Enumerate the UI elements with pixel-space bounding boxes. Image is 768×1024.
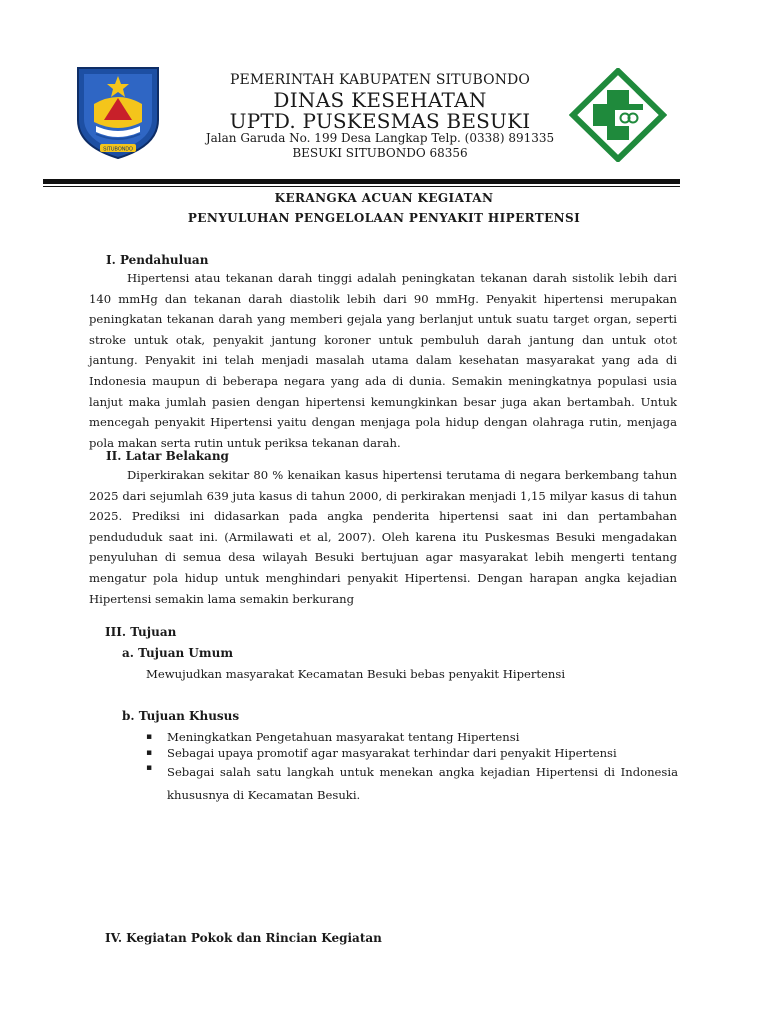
list-item: ▪ Meningkatkan Pengetahuan masyarakat tentang Hipertensi [146, 730, 520, 744]
puskesmas-logo [569, 68, 667, 162]
tujuan-umum-heading: a. Tujuan Umum [122, 646, 234, 660]
letterhead-rule-thin [43, 186, 680, 187]
situbondo-crest-logo [72, 64, 164, 160]
crest-banner-text: SITUBONDO [103, 146, 133, 153]
letterhead-rule-thick [43, 179, 680, 184]
section-4-heading: IV. Kegiatan Pokok dan Rincian Kegiatan [105, 931, 382, 945]
section-2-heading: II. Latar Belakang [106, 449, 229, 463]
bullet-icon: ▪ [146, 747, 153, 758]
section-3-heading: III. Tujuan [105, 625, 177, 639]
bullet-icon: ▪ [146, 732, 153, 742]
header-address: Jalan Garuda No. 199 Desa Langkap Telp. (0338) 891335 [205, 131, 555, 145]
doc-title: KERANGKA ACUAN KEGIATAN [274, 191, 494, 205]
section-1-body: Hipertensi atau tekanan darah tinggi adalah peningkatan tekanan darah sistolik lebih dari 140 mmHg dan tekanan darah diastolik lebih dari 90 mmHg. Penyakit hipertensi merupakan peningkatan tekanan darah yang memberi gejala yang berlanjut untuk suatu target organ, seperti stroke untuk otak, penyakit jantung koroner untuk pembuluh darah jantung dan untuk otot jantung. Penyakit ini telah menjadi masalah utama dalam kesehatan masyarakat yang ada di Indonesia maupun di beberapa negara yang ada di dunia. Semakin meningkatnya populasi usia lanjut maka jumlah pasien dengan hipertensi kemungkinkan besar juga akan bertambah. Untuk mencegah penyakit Hipertensi yaitu dengan menjaga pola hidup dengan olahraga rutin, menjaga pola makan serta rutin untuk periksa tekanan darah. [89, 271, 677, 450]
list-item: ▪ Sebagai upaya promotif agar masyarakat terhindar dari penyakit Hipertensi [146, 745, 617, 760]
header-government: PEMERINTAH KABUPATEN SITUBONDO [230, 72, 530, 88]
doc-subtitle: PENYULUHAN PENGELOLAAN PENYAKIT HIPERTENSI [187, 211, 581, 225]
header-city: BESUKI SITUBONDO 68356 [292, 146, 468, 160]
section-1-heading: I. Pendahuluan [106, 253, 209, 267]
header-department: DINAS KESEHATAN [273, 88, 487, 112]
tujuan-khusus-heading: b. Tujuan Khusus [122, 709, 240, 723]
header-puskesmas: UPTD. PUSKESMAS BESUKI [229, 109, 531, 133]
tujuan-khusus-list [146, 730, 678, 807]
bullet-icon: ▪ [146, 763, 153, 773]
list-item: ▪ Sebagai salah satu langkah untuk menekan angka kejadian Hipertensi di Indonesia khususnya di Kecamatan Besuki. [146, 761, 678, 807]
section-2-body: Diperkirakan sekitar 80 % kenaikan kasus hipertensi terutama di negara berkembang tahun 2025 dari sejumlah 639 juta kasus di tahun 2000, di perkirakan menjadi 1,15 milyar kasus di tahun 2025. Prediksi ini didasarkan pada angka penderita hipertensi saat ini dan pertambahan pendududuk saat ini. (Armilawati et al, 2007). Oleh karena itu Puskesmas Besuki mengadakan penyuluhan di semua desa wilayah Besuki bertujuan agar masyarakat lebih mengerti tentang mengatur pola hidup untuk menghindari penyakit Hipertensi. Dengan harapan angka kejadian Hipertensi semakin lama semakin berkurang [89, 468, 677, 606]
tujuan-umum-body: Mewujudkan masyarakat Kecamatan Besuki bebas penyakit Hipertensi [146, 667, 566, 681]
